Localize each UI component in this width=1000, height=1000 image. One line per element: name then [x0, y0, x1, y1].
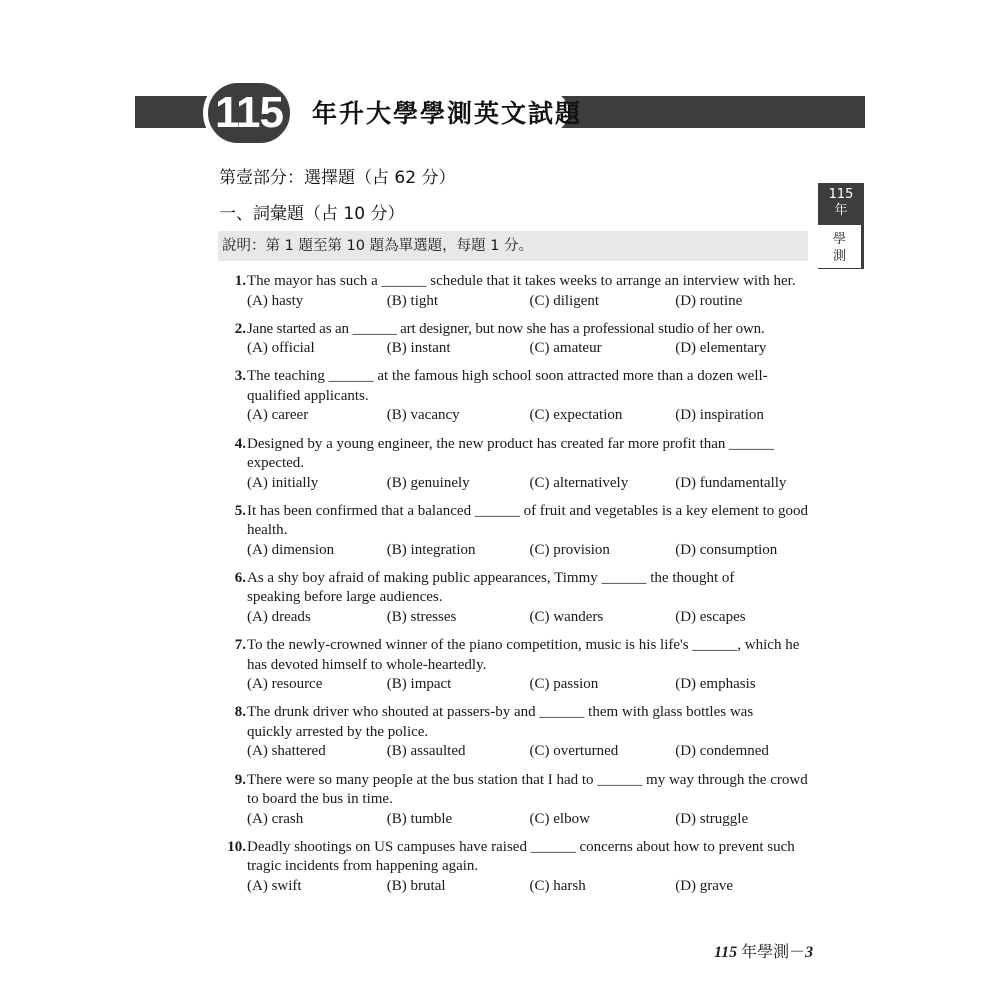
question-body [247, 703, 815, 762]
side-tab-year-number: 115 [828, 187, 854, 202]
question-number: 6. [234, 569, 246, 586]
option-d: (D) consumption [675, 541, 778, 558]
page-footer [714, 939, 813, 962]
question-text: As a shy boy afraid of making public appearances, Timmy ______ the thought of speaking before large audiences. [247, 569, 735, 606]
question-body [247, 502, 815, 561]
option-d: (D) fundamentally [675, 474, 787, 491]
option-d: (D) inspiration [675, 407, 764, 424]
option-a: (A) crash [247, 810, 304, 827]
question-text: The mayor has such a ______ schedule that it takes weeks to arrange an interview with her. [247, 273, 796, 289]
option-c: (C) provision [529, 541, 610, 558]
question-body [247, 838, 815, 897]
option-row [247, 608, 815, 628]
option-a: (A) initially [247, 474, 319, 491]
option-c: (C) elbow [529, 810, 590, 827]
option-a: (A) dreads [247, 608, 311, 625]
question-text: To the newly-crowned winner of the piano competition, music is his life's ______, which he has devoted himself to whole-heartedly. [247, 637, 800, 673]
option-b: (B) instant [386, 340, 451, 357]
option-d: (D) struggle [675, 810, 749, 827]
option-row [247, 877, 815, 897]
question-number: 2. [234, 320, 246, 337]
option-c: (C) passion [529, 676, 599, 693]
option-b: (B) genuinely [386, 474, 470, 491]
instructions-box: 說明：第 1 題至第 10 題為單選題，每題 1 分。 [218, 231, 808, 261]
footer-label: 年學測－ [741, 942, 806, 961]
option-b: (B) brutal [386, 877, 446, 894]
option-b: (B) assaulted [386, 743, 466, 760]
question-number: 5. [234, 502, 246, 519]
option-c: (C) alternatively [529, 474, 629, 491]
part-heading: 第壹部分：選擇題（占 62 分） [219, 168, 456, 188]
option-b: (B) integration [386, 541, 476, 558]
option-a: (A) career [247, 407, 309, 424]
side-tab-label [818, 225, 864, 269]
option-b: (B) impact [386, 676, 452, 693]
question-item [218, 838, 818, 897]
side-tab-label-1: 學 [832, 232, 846, 247]
option-c: (C) harsh [529, 877, 586, 894]
option-c: (C) diligent [529, 292, 600, 309]
option-c: (C) overturned [529, 743, 619, 760]
option-row [247, 406, 815, 426]
year-badge [203, 78, 295, 148]
question-item [218, 703, 818, 762]
option-a: (A) shattered [247, 743, 326, 760]
question-text: Jane started as an ______ art designer, but now she has a professional studio of her own. [247, 320, 765, 337]
option-d: (D) emphasis [675, 676, 756, 693]
side-tab-year [818, 183, 864, 225]
page-number: 3 [805, 944, 814, 961]
option-c: (C) amateur [529, 340, 602, 357]
option-row [247, 675, 815, 695]
page-title: 年升大學學測英文試題 [312, 99, 583, 128]
option-row [247, 541, 815, 561]
question-text: Deadly shootings on US campuses have raised ______ concerns about how to prevent such tragic incidents from happening again. [247, 838, 795, 875]
option-a: (A) hasty [247, 292, 304, 309]
section-heading: 一、詞彙題（占 10 分） [219, 204, 405, 224]
option-d: (D) routine [675, 292, 743, 309]
option-c: (C) expectation [529, 407, 623, 424]
option-d: (D) grave [675, 877, 734, 894]
option-b: (B) tumble [386, 810, 453, 827]
option-d: (D) escapes [675, 608, 746, 625]
question-item [218, 502, 818, 561]
option-b: (B) vacancy [386, 407, 460, 424]
question-number: 1. [234, 273, 246, 289]
option-a: (A) swift [247, 877, 302, 894]
year-badge-text: 115 [215, 88, 283, 137]
question-text: There were so many people at the bus station that I had to ______ my way through the crowd to board the bus in time. [247, 771, 808, 807]
question-number: 7. [234, 637, 246, 654]
question-body [247, 272, 815, 311]
option-a: (A) resource [247, 676, 323, 693]
side-tab [818, 183, 864, 269]
question-text: The drunk driver who shouted at passers-by and ______ them with glass bottles was quickly arrested by the police. [247, 704, 754, 740]
question-text: It has been confirmed that a balanced ______ of fruit and vegetables is a key element to good health. [247, 502, 809, 539]
option-row [247, 474, 815, 494]
option-b: (B) stresses [386, 608, 457, 625]
option-b: (B) tight [386, 292, 439, 309]
question-item [218, 636, 818, 695]
question-item [218, 367, 818, 426]
question-body [247, 636, 815, 695]
option-d: (D) condemned [675, 743, 769, 760]
option-a: (A) official [247, 340, 315, 357]
question-number: 9. [234, 771, 246, 788]
option-d: (D) elementary [675, 340, 767, 357]
question-body [247, 435, 815, 494]
option-row [247, 292, 815, 312]
footer-year: 115 [714, 944, 738, 961]
question-list [218, 272, 818, 905]
option-row [247, 810, 815, 830]
question-body [247, 367, 815, 426]
question-number: 4. [234, 435, 246, 452]
question-number: 3. [234, 368, 246, 385]
question-number: 10. [227, 838, 246, 855]
question-item [218, 771, 818, 830]
question-body [247, 320, 815, 359]
question-item [218, 320, 818, 359]
question-body [247, 771, 815, 830]
side-tab-label-2: 測 [832, 249, 846, 264]
option-row [247, 742, 815, 762]
option-row [247, 339, 815, 359]
side-tab-year-suffix: 年 [834, 203, 848, 218]
question-item [218, 272, 818, 311]
option-c: (C) wanders [529, 608, 604, 625]
question-item [218, 435, 818, 494]
question-body [247, 569, 815, 628]
question-text: The teaching ______ at the famous high school soon attracted more than a dozen well-qualified applicants. [247, 368, 768, 404]
question-number: 8. [234, 704, 246, 721]
question-text: Designed by a young engineer, the new product has created far more profit than ______ expected. [247, 435, 775, 472]
question-item [218, 569, 818, 628]
option-a: (A) dimension [247, 541, 335, 558]
